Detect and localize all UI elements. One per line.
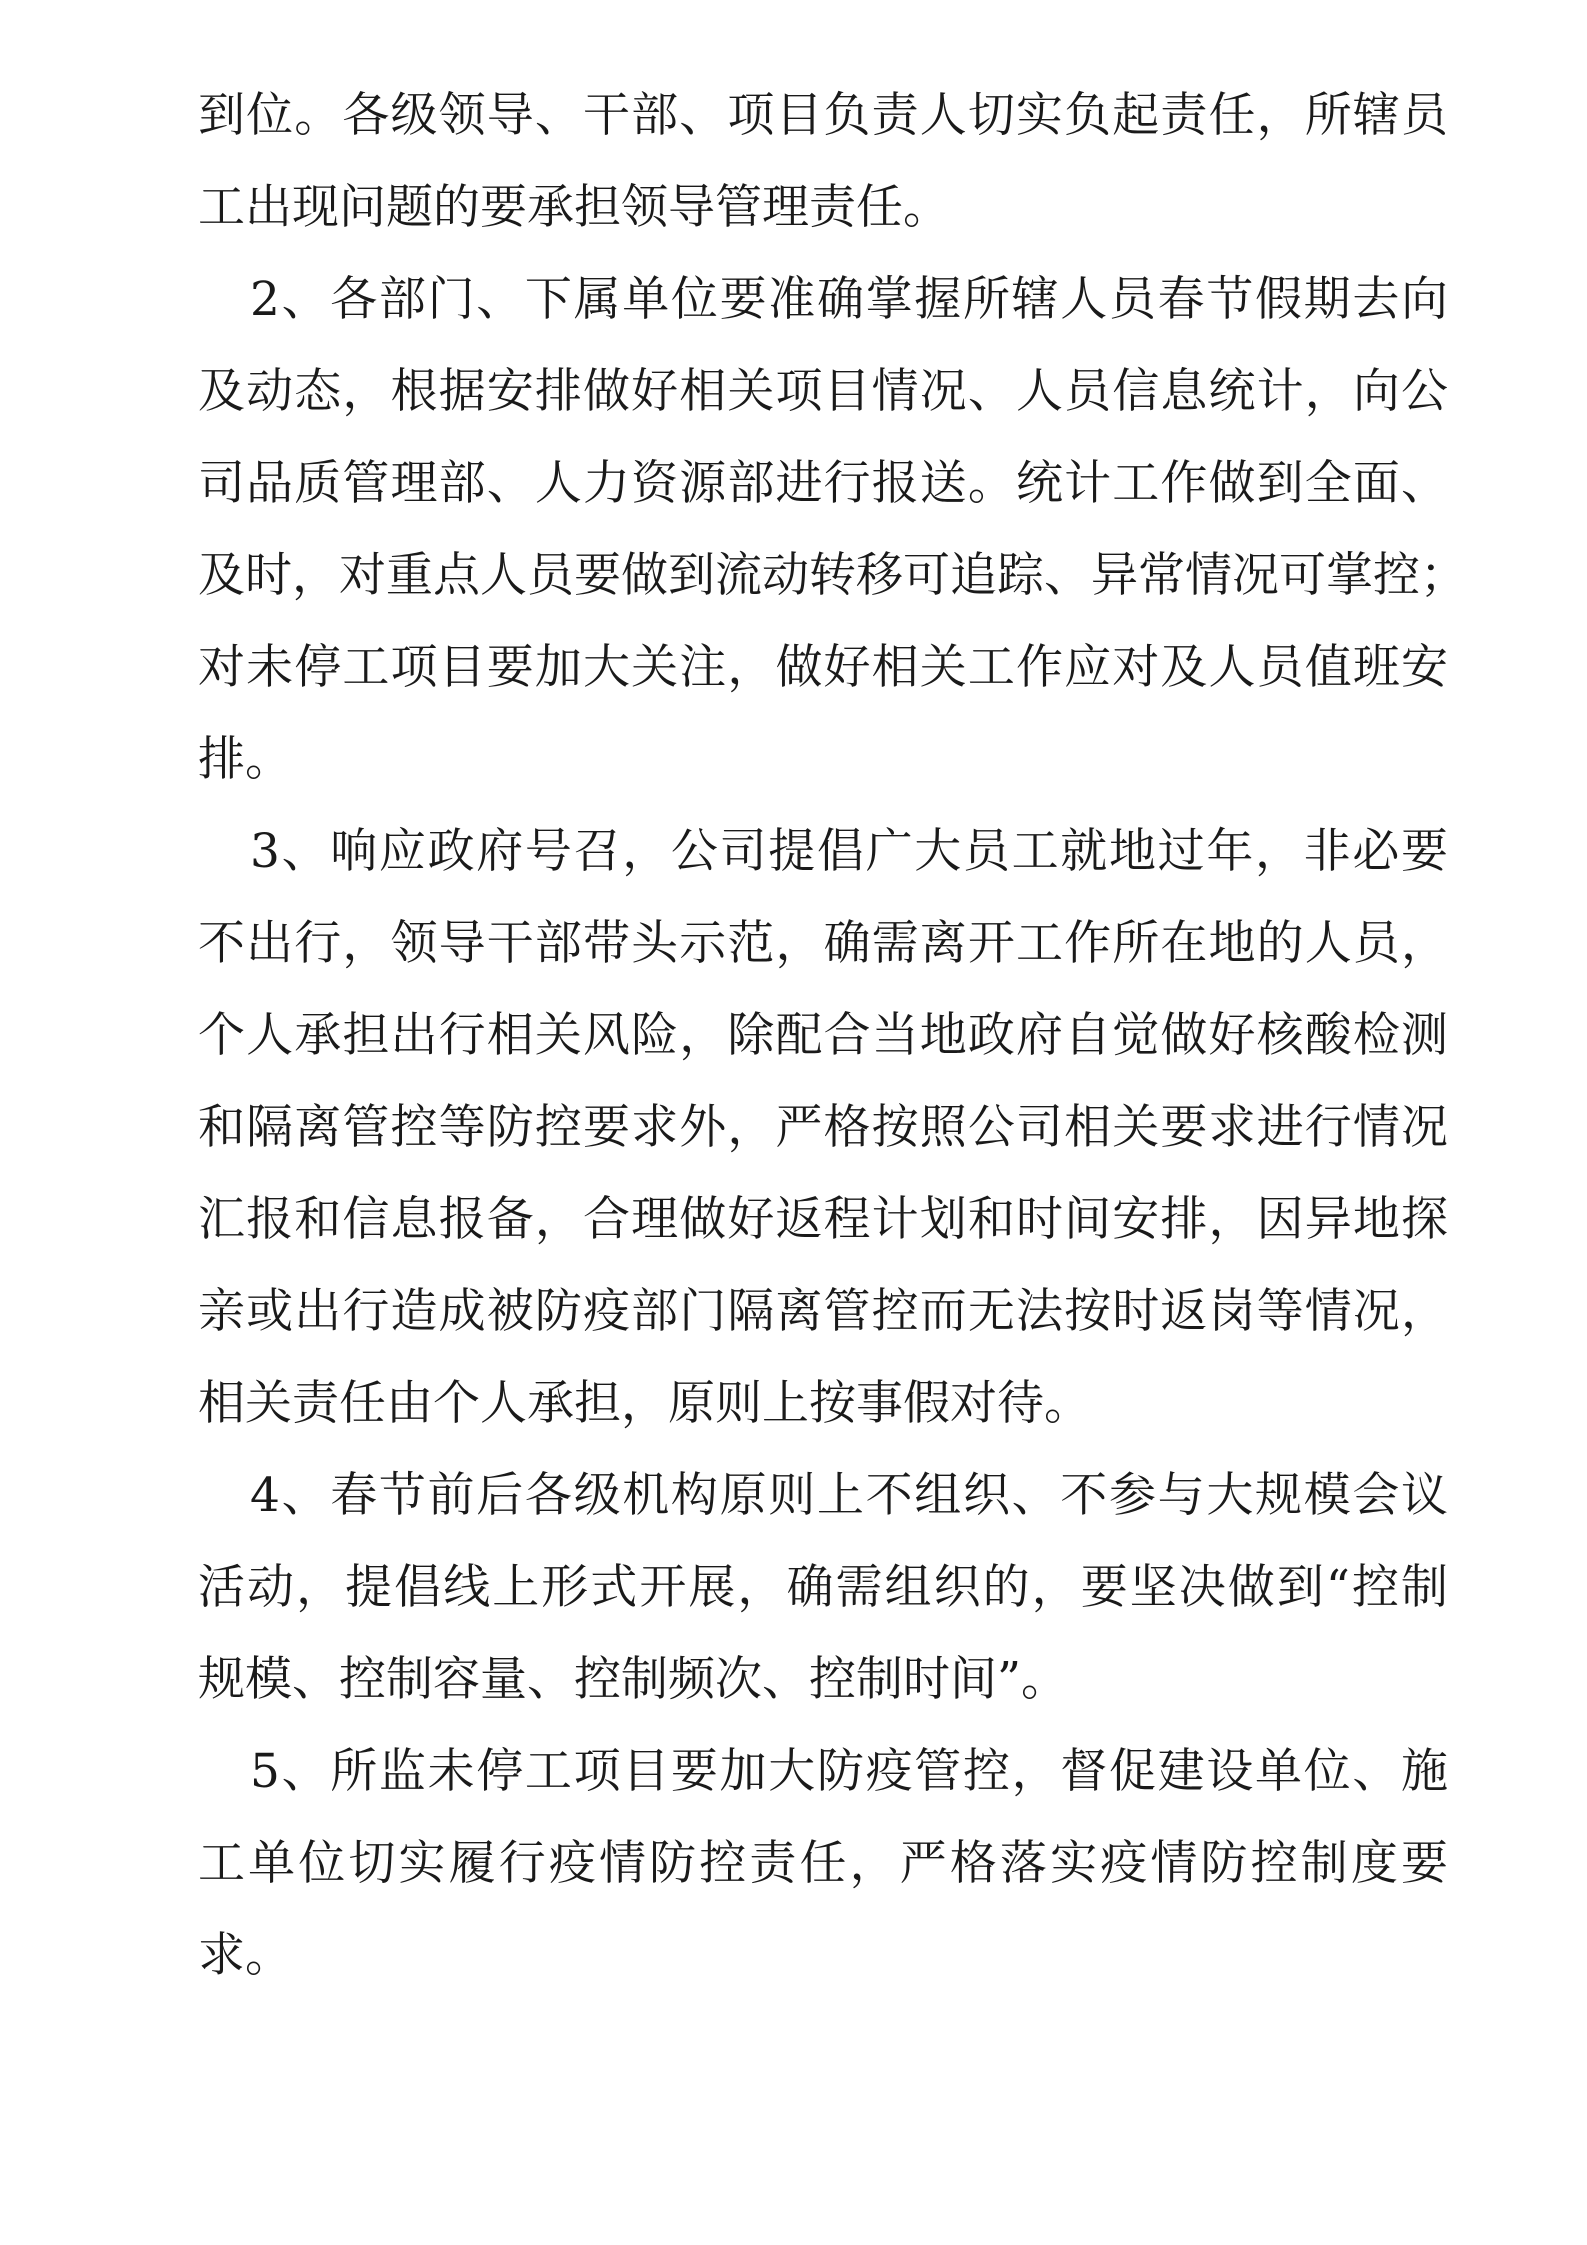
text-line: 及动态，根据安排做好相关项目情况、人员信息统计，向公	[198, 364, 1448, 419]
text-line: 5、所监未停工项目要加大防疫管控，督促建设单位、施	[250, 1744, 1448, 1799]
text-line: 活动，提倡线上形式开展，确需组织的，要坚决做到“控制	[198, 1560, 1448, 1615]
text-line: 排。	[198, 732, 292, 787]
text-line: 2、各部门、下属单位要准确掌握所辖人员春节假期去向	[250, 272, 1448, 327]
text-line: 亲或出行造成被防疫部门隔离管控而无法按时返岗等情况，	[198, 1284, 1448, 1339]
text-line: 求。	[198, 1928, 292, 1983]
text-line: 相关责任由个人承担，原则上按事假对待。	[198, 1376, 1091, 1431]
text-line: 汇报和信息报备，合理做好返程计划和时间安排，因异地探	[198, 1192, 1448, 1247]
text-line: 3、响应政府号召，公司提倡广大员工就地过年，非必要	[250, 824, 1448, 879]
text-line: 不出行，领导干部带头示范，确需离开工作所在地的人员，	[198, 916, 1448, 971]
text-line: 和隔离管控等防控要求外，严格按照公司相关要求进行情况	[198, 1100, 1448, 1155]
document-body	[198, 70, 1467, 2002]
text-line: 工单位切实履行疫情防控责任，严格落实疫情防控制度要	[198, 1836, 1448, 1891]
text-line: 4、春节前后各级机构原则上不组织、不参与大规模会议	[250, 1468, 1448, 1523]
paragraph-2	[198, 254, 1467, 806]
text-line: 司品质管理部、人力资源部进行报送。统计工作做到全面、	[198, 456, 1448, 511]
paragraph-5	[198, 1726, 1448, 2002]
text-line: 对未停工项目要加大关注，做好相关工作应对及人员值班安	[198, 640, 1448, 695]
text-line: 个人承担出行相关风险，除配合当地政府自觉做好核酸检测	[198, 1008, 1448, 1063]
text-line: 工出现问题的要承担领导管理责任。	[198, 180, 950, 235]
paragraph-4	[198, 1450, 1448, 1726]
text-line: 及时，对重点人员要做到流动转移可追踪、异常情况可掌控；	[198, 548, 1467, 603]
text-line: 到位。各级领导、干部、项目负责人切实负起责任，所辖员	[198, 88, 1448, 143]
text-line: 规模、控制容量、控制频次、控制时间”。	[198, 1652, 1069, 1707]
paragraph-3	[198, 806, 1448, 1450]
paragraph-1	[198, 70, 1448, 254]
